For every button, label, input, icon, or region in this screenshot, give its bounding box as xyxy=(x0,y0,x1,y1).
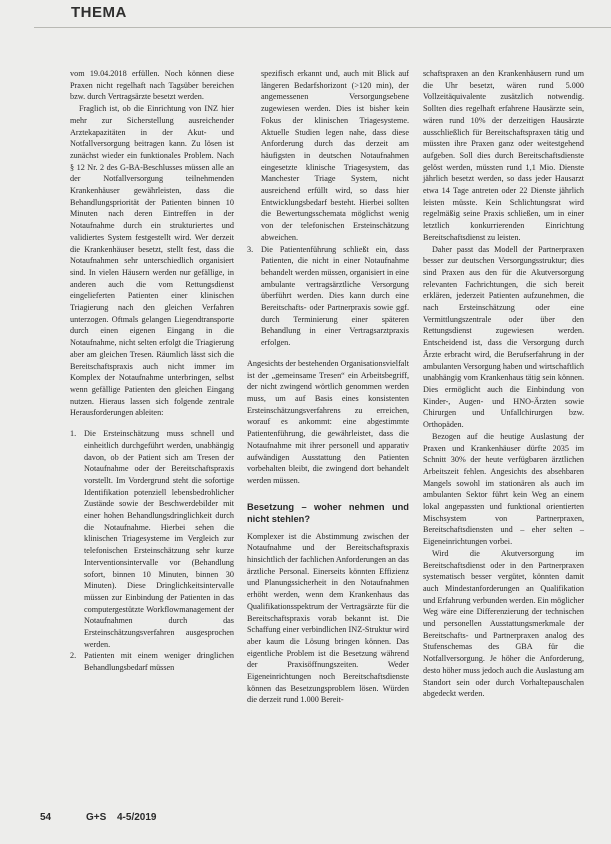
paragraph: Fraglich ist, ob die Einrichtung von INZ hier mehr zur Sicherstellung ausreichender Arztekapazitäten in der Akut- und Notfallversorgung beitragen kann. Zu lösen ist zunächst wieder ein funktionales Problem. Nach § 12 Nr. 2 des G-BA-Beschlusses müssen alle an der Notfallversorgung teilnehmenden Krankenhäuser gewährleisten, dass die Behandlungspriorität der Patienten binnen 10 Minuten nach deren Eintreffen in der Notaufnahme durch ein strukturiertes und validiertes System festgestellt wird. Wer derzeit die Krankenhäuser besetzt, stellt fest, dass die Notaufnahmen sehr unterschiedlich organisiert sind. In vielen Häusern werden nur gefällige, in anderen auch die vom Rettungsdienst eingelieferten Patienten einer klinischen Triagierung nach den gleichen Verfahren unterzogen. Oftmals gelangen Liegendtransporte durch einen eigenen Eingang in die Notaufnahme, nicht selten erfolgt die Triagierung aber am gleichen Tresen. Räumlich lässt sich die Bereitschaftspraxis auch nicht immer im Komplex der Notaufnahme unterbringen, selbst wenn gefällige Patienten den gleichen Eingang nutzen. Hieraus lassen sich folgende zentrale Herausforderungen ableiten: xyxy=(70,104,234,418)
text-column-3 xyxy=(423,68,584,700)
issue-number: 4-5/2019 xyxy=(117,812,157,823)
page-footer xyxy=(40,808,585,832)
paragraph: schaftspraxen an den Krankenhäusern rund um die Uhr besetzt, wären rund 5.000 Vollzeitäquivalente zusätzlich notwendig. Sollten dies regelhaft erfahrene Hausärzte sein, wären rund 10% der derzeitigen Hausärzte ausschließlich für Bereitschaftspraxen tätig und müssten ihre Praxen ganz oder weitestgehend aufgeben. Soll dies durch Bereitschaftsdienste gelöst werden, müssten rund 1,1 Mio. Dienste jährlich besetzt werden, so dass jeder Hausarzt etwa 14 Tage antreten oder 22 Dienste jährlich leisten müsste. Kein Schlichtungsrat wird regelmäßig seine Praxis schließen, um in einer letztlich konkurrierenden Einrichtung Bereitschaftsdienst zu leisten. xyxy=(423,69,584,242)
paragraph: Wird die Akutversorgung im Bereitschaftsdienst oder in den Partnerpraxen systematisch besser vergütet, könnten damit auch Mindestanforderungen an Qualifikation und Erfahrung verbunden werden. Ein möglicher Weg wäre eine Differenzierung der technischen und personellen Ausstattungsmerkmale der Bereitschafts- und Partnerpraxen analog des Stufenschemas des GBA für die Notfallversorgung. Je höher die Anforderung, desto höher muss jedoch auch die Auslastung am Standort sein oder durch Vorhaltepauschalen abgedeckt werden. xyxy=(423,548,584,699)
text-column-2 xyxy=(247,68,409,706)
challenge-list xyxy=(70,428,234,674)
page-number: 54 xyxy=(40,812,52,823)
list-item: 1. Die Ersteinschätzung muss schnell und einheitlich durchgeführt werden, unabhängig davon, ob der Patient sich am Tresen der Notaufnahme oder der Bereitschaftspraxis vorstellt. Im Vordergrund steht die sofortige Identifikation potenziell lebensbedrohlicher Zustände sowie der Beschwerdebilder mit einer hohen Behandlungsdringlichkeit durch die Notaufnahme. Hierbei sehen die klinischen Triagesysteme im Vergleich zur telefonischen Ersteinschätzung sehr kurze Interventionsintervalle vor (Behandlung sofort, binnen 10 Minuten, binnen 30 Minuten). Diese Dringlichkeitsintervalle müssen zur Einbindung der Patienten in das computergestützte Workflowmanagement der Notaufnahmen durch das Ersteinschätzungsverfahren ausgesprochen werden. xyxy=(70,429,234,649)
section-title: THEMA xyxy=(71,4,127,21)
paragraph: Daher passt das Modell der Partnerpraxen besser zur deutschen Versorgungsstruktur; dies sind Praxen aus den für die Akutversorgung relevanten Fachrichtungen, die sich bereit erklären, jederzeit Patienten aufzunehmen, die nach Ersteinschätzung oder eine Vermittlungszentrale oder über den Rettungsdienst zugewiesen werden. Entscheidend ist, dass die Versorgung durch Ärzte erbracht wird, die Berufserfahrung in der ambulanten Versorgung haben und wirtschaftlich unabhängig vom Krankenhaus tätig sein können. Dies ermöglicht auch die Einbindung von Kinder-, Augen- und HNO-Ärzten sowie Chirurgen und Unfallchirurgen bzw. Orthopäden. xyxy=(423,244,584,430)
list-item: spezifisch erkannt und, auch mit Blick auf längeren Bedarfshorizont (>120 min), der angemessenen Versorgungsebene zugewiesen werden. Dies ist bisher kein Fokus der klinischen Triagesysteme. Aktuelle Studien legen nahe, dass diese Anforderung durch das derzeit am häufigsten in deutschen Notaufnahmen eingesetzte klinische Triagesystem, das Manchester Triage System, nicht ausreichend erfüllt wird, so dass hier Entwicklungsbedarf besteht. Hierbei sollten die Bewertungsschemata möglichst wenig von der telefonischen Ersteinschätzung abweichen. xyxy=(261,69,409,242)
section-subheading: Besetzung – woher nehmen und nicht stehlen? xyxy=(247,501,409,524)
text-column-1 xyxy=(70,68,234,674)
magazine-name: G+S xyxy=(86,812,107,823)
list-item: 2. Patienten mit einem weniger dringlichen Behandlungsbedarf müssen xyxy=(70,651,234,673)
paragraph: Komplexer ist die Abstimmung zwischen der Notaufnahme und der Bereitschaftspraxis hinsichtlich der fachlichen Anforderungen an das ärztliche Personal. Einerseits könnten Effizienz und Planungssicherheit in den Notaufnahmen erhöht werden, wenn dem Krankenhaus das Qualifikationsspektrum der Vertragsärzte für die Bereitschaftspraxis vorab bekannt ist. Die Schaffung einer verbindlichen INZ-Struktur wird aber kaum die Lösung bringen können. Das eigentliche Problem ist die Besetzung während der Praxisöffnungszeiten. Weder Eigeneinrichtungen noch Bereitschaftsdienste können das Besetzungsproblem lösen. Würden die derzeit rund 1.000 Bereit- xyxy=(247,531,409,705)
paragraph: Angesichts der bestehenden Organisationsvielfalt ist der „gemeinsame Tresen“ ein Arbeitsbegriff, der nicht zwingend wörtlich genommen werden muss, um auf Basis eines konsistenten Ersteinschätzungsverfahrens zu erreichen, worauf es ankommt: eine abgestimmte Patientenführung, die gewährleistet, dass die Notaufnahme mit ihrer personell und apparativ aufwändigen Ausstattung den Patienten vorbehalten bleibt, die zwingend dort behandelt werden müssen. xyxy=(247,358,409,485)
paragraph: vom 19.04.2018 erfüllen. Noch können diese Praxen nicht regelhaft nach Tagsüber bereichen bzw. durch Vertragsärzte besetzt werden. xyxy=(70,69,234,102)
challenge-list-continued xyxy=(247,68,409,349)
paragraph: Bezogen auf die heutige Auslastung der Praxen und Krankenhäuser dürfte 2035 im Schnitt 30% der heute verfügbaren ärztlichen Arbeitszeit fehlen. Angesichts des absehbaren Mangels sowohl im stationären als auch im ambulanten Sektor führt kein Weg an einem lokal angepassten und funktional orientierten Mischsystem von Partnerpraxen, Bereitschaftsdiensten und – eher selten – Eigeneinrichtungen vorbei. xyxy=(423,431,584,547)
page-header xyxy=(34,0,611,28)
list-item: 3. Die Patientenführung schließt ein, dass Patienten, die nicht in einer Notaufnahme behandelt werden müssen, organisiert in eine ambulante vertragsärztliche Versorgung überführt werden. Dies kann durch eine Bereitschafts- oder Partnerpraxis sowie ggf. durch Terminierung einer späteren Behandlung in einer Vertragsarztpraxis erfolgen. xyxy=(247,244,409,348)
